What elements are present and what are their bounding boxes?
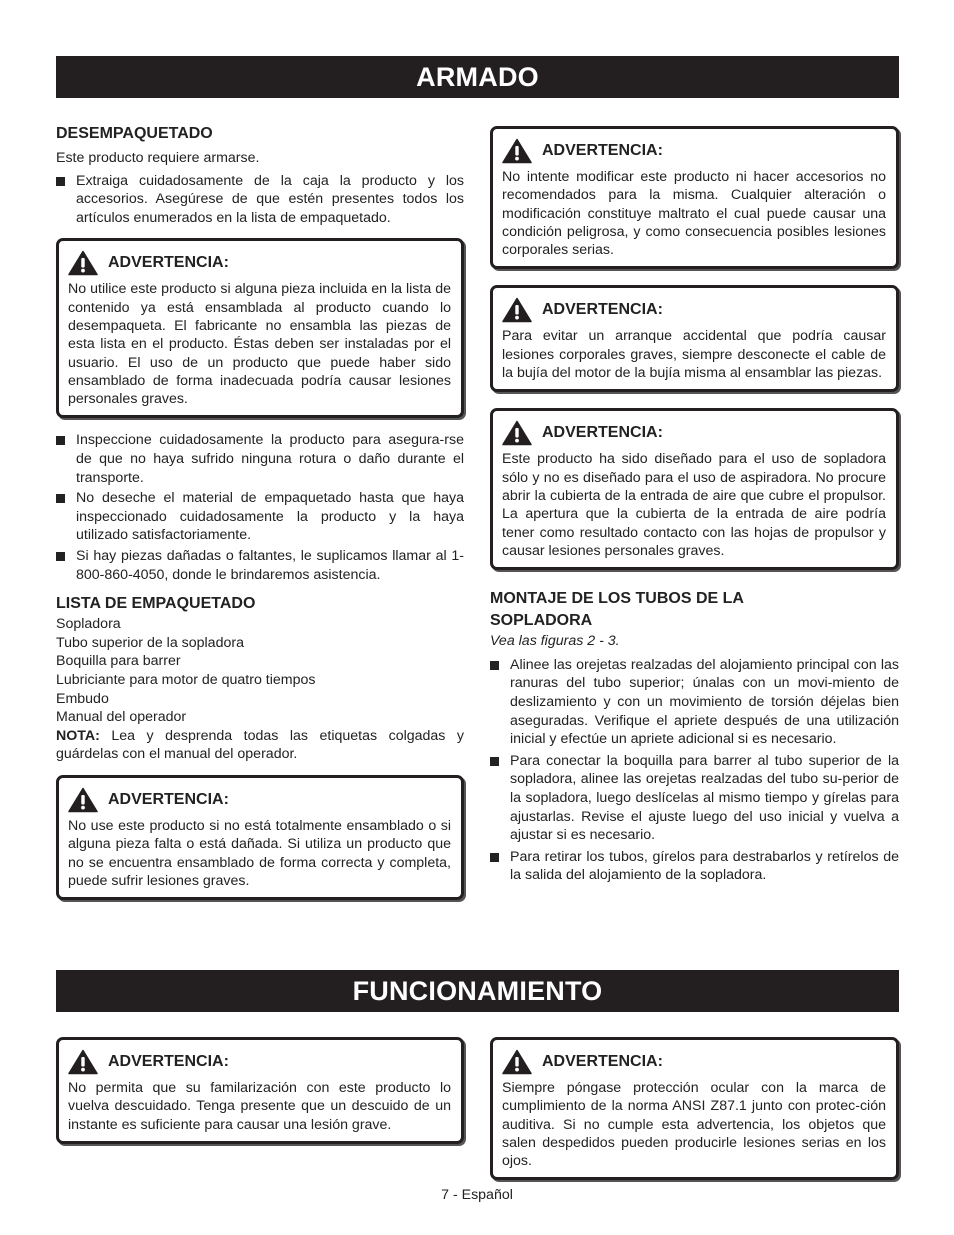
warning-box: [490, 126, 899, 269]
list-item: Extraiga cuidadosamente de la caja la producto y los accesorios. Asegúrese de que estén presentes todos los artículos enumerados en la lista de empaquetado.: [56, 172, 464, 228]
warning-text: No utilice este producto si alguna pieza incluida en la lista de contenido ya está ensamblada al producto cuando lo desempaqueta. El fabricante no ensambla las piezas de esta lista en el producto. Éstas deben ser instaladas por el usuario. El uso de un producto que puede haber sido ensamblado de forma inadecuada podría causar lesiones personales graves.: [68, 281, 451, 408]
warning-title: ADVERTENCIA:: [542, 301, 663, 319]
warning-box: [56, 238, 464, 418]
bullet-icon: [56, 552, 65, 561]
list-item: Sopladora: [56, 616, 121, 633]
desempaquetado-heading: DESEMPAQUETADO: [56, 125, 213, 142]
warning-triangle-icon: [502, 1049, 532, 1075]
bullet-icon: [56, 494, 65, 503]
func-left-column: [56, 1037, 464, 1144]
warning-triangle-icon: [502, 138, 532, 164]
warning-triangle-icon: [68, 787, 98, 813]
warning-box: [56, 1037, 464, 1144]
warning-title: ADVERTENCIA:: [108, 790, 229, 808]
warning-box: [490, 285, 899, 392]
warning-text: Este producto ha sido diseñado para el uso de sopladora sólo y no es diseñado para el uso de aspiradora. No procure abrir la cubierta de la entrada de aire que cubre el propulsor. La apertura que la cubierta de la entrada de aire podría tener como resultado contacto con las hojas de propulsor y causar lesiones personales graves.: [502, 451, 886, 559]
lista-heading: LISTA DE EMPAQUETADO: [56, 595, 256, 613]
montaje-figure-ref: Vea las figuras 2 - 3.: [490, 633, 620, 650]
list-item: Embudo: [56, 690, 109, 707]
nota-label: NOTA:: [56, 727, 100, 744]
warning-title: ADVERTENCIA:: [108, 254, 229, 272]
warning-text: No use este producto si no está totalmente ensamblado o si alguna pieza falta o está dañada. Si utiliza un producto que no se encuentra ensamblado de forma correcta y completa, puede sufrir lesiones graves.: [68, 817, 451, 889]
warning-text: No permita que su familarización con este producto lo vuelva descuidado. Tenga presente que un descuido de un instante es suficiente para causar una lesión grave.: [68, 1080, 451, 1133]
warning-triangle-icon: [502, 297, 532, 323]
warning-box: [490, 408, 899, 570]
warning-triangle-icon: [502, 420, 532, 446]
bullet-icon: [490, 757, 499, 766]
warning-title: ADVERTENCIA:: [542, 424, 663, 442]
warning-triangle-icon: [68, 1049, 98, 1075]
warning-text: Para evitar un arranque accidental que podría causar lesiones corporales graves, siempre desconecte el cable de la bujía del motor de la bujía misma al ensamblar las piezas.: [502, 328, 886, 382]
warning-text: Siempre póngase protección ocular con la marca de cumplimiento de la norma ANSI Z87.1 junto con protec-ción auditiva. Si no cumple esta advertencia, los objetos que salen despedidos pueden producirle lesiones serias en los ojos.: [502, 1080, 886, 1170]
left-column: [56, 123, 464, 900]
section-title-funcionamiento: FUNCIONAMIENTO: [56, 970, 899, 1012]
list-item: Para retirar los tubos, gírelos para destrabarlos y retírelos de la salida del alojamiento de la sopladora.: [490, 848, 899, 885]
func-right-column: [490, 1037, 899, 1180]
list-item: Para conectar la boquilla para barrer al tubo superior de la sopladora, alinee las orejetas realzadas del tubo su-perior de la sopladora, luego deslícelas al mismo tiempo y gírelas para ajustarlas. Revise el ajuste luego del uso inicial y vuelva a ajustar si es necesario.: [490, 752, 899, 845]
bullet-icon: [56, 436, 65, 445]
right-column: [490, 126, 899, 885]
bullet-icon: [490, 661, 499, 670]
nota-paragraph: [56, 727, 464, 764]
warning-title: ADVERTENCIA:: [542, 1052, 663, 1070]
list-item: Lubriciante para motor de quatro tiempos: [56, 671, 316, 688]
desempaquetado-intro: Este producto requiere armarse.: [56, 150, 260, 166]
nota-text: Lea y desprenda todas las etiquetas colgadas y guárdelas con el manual del operador.: [56, 727, 464, 763]
list-item: Tubo superior de la sopladora: [56, 634, 244, 651]
warning-triangle-icon: [68, 250, 98, 276]
warning-box: [56, 775, 464, 900]
list-item: Inspeccione cuidadosamente la producto para asegura-rse de que no haya sufrido ninguna rotura o daño durante el transporte.: [56, 431, 464, 487]
list-item: No deseche el material de empaquetado hasta que haya inspeccionado cuidadosamente la producto y la haya utilizado satisfactoriamente.: [56, 489, 464, 545]
bullet-icon: [490, 853, 499, 862]
warning-box: [490, 1037, 899, 1180]
list-item: Boquilla para barrer: [56, 653, 181, 670]
montaje-heading: MONTAJE DE LOS TUBOS DE LA SOPLADORA: [490, 590, 744, 630]
list-item: Si hay piezas dañadas o faltantes, le suplicamos llamar al 1-800-860-4050, donde le brindaremos asistencia.: [56, 547, 464, 584]
warning-title: ADVERTENCIA:: [542, 141, 663, 159]
warning-text: No intente modificar este producto ni hacer accesorios no recomendados para la misma. Cualquier alteración o modificación constituye maltrato el cual puede causar una condición peligrosa, y como consecuencia posibles lesiones corporales serias.: [502, 169, 886, 259]
list-item: Alinee las orejetas realzadas del alojamiento principal con las ranuras del tubo superior; únalas con un movi-miento de deslizamiento y con un movimiento de torsión déjelas bien aseguradas. Verifique el apriete después de una utilización inicial y efectúe un apriete adicional si es necesario.: [490, 656, 899, 749]
list-item: Manual del operador: [56, 709, 187, 726]
packing-list: [56, 615, 464, 727]
section-title-armado: ARMADO: [56, 56, 899, 98]
warning-title: ADVERTENCIA:: [108, 1052, 229, 1070]
page-footer: 7 - Español: [441, 1187, 513, 1203]
bullet-icon: [56, 177, 65, 186]
